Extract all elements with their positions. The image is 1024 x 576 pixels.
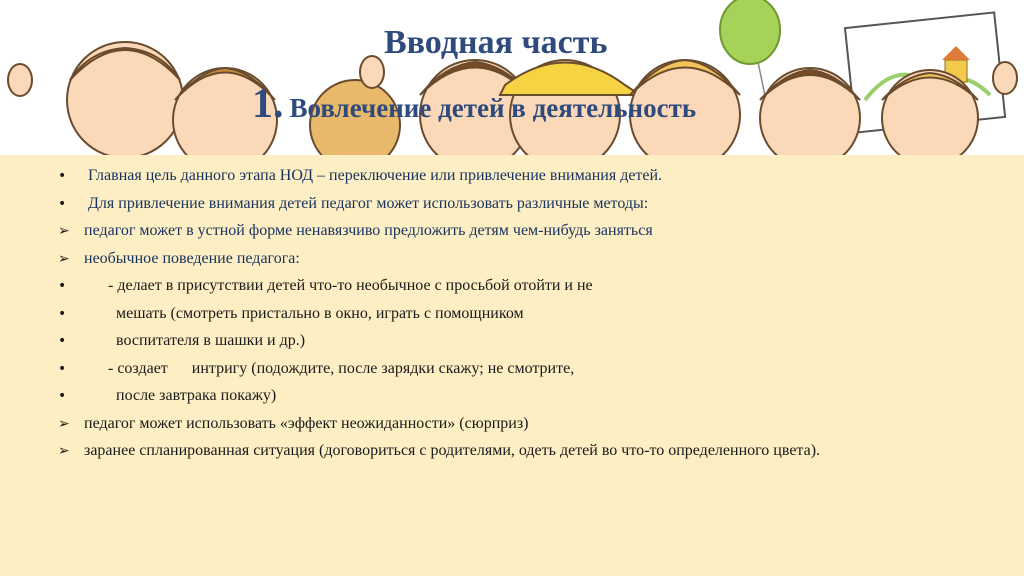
list-item-text: Для привлечение внимания детей педагог может использовать различные методы:: [84, 194, 649, 212]
list-item: [58, 359, 858, 379]
list-item: [58, 194, 858, 214]
list-item-text: - делает в присутствии детей что-то необычное с просьбой отойти и не: [84, 277, 593, 294]
list-item-text: педагог может использовать «эффект неожиданности» (сюрприз): [84, 414, 529, 432]
list-item: [58, 414, 858, 434]
arrow-bullet-icon: ➢: [58, 443, 70, 459]
list-item: [58, 386, 858, 406]
bullet-icon: •: [58, 168, 67, 184]
arrow-bullet-icon: ➢: [58, 250, 70, 267]
list-item: [58, 304, 858, 324]
list-item-text: - создает интригу (подождите, после зарядки скажу; не смотрите,: [84, 359, 575, 377]
subtitle-text: Вовлечение детей в деятельность: [289, 93, 697, 123]
slide-title: Вводная часть: [384, 24, 608, 61]
subtitle-number: 1.: [252, 81, 284, 127]
bullet-icon: •: [58, 305, 67, 322]
bullet-icon: •: [58, 388, 67, 404]
list-item-text: необычное поведение педагога:: [84, 249, 300, 267]
list-item-text: заранее спланированная ситуация (договориться с родителями, одеть детей во что-то определенного цвета).: [84, 442, 821, 459]
arrow-bullet-icon: ➢: [58, 223, 70, 239]
arrow-bullet-icon: ➢: [58, 415, 70, 432]
list-item-text: воспитателя в шашки и др.): [84, 332, 306, 349]
list-item: [58, 331, 858, 351]
list-item: [58, 249, 858, 269]
list-item-text: педагог может в устной форме ненавязчиво предложить детям чем-нибудь заняться: [84, 222, 653, 239]
bullet-icon: •: [58, 195, 67, 212]
list-item: [58, 221, 858, 241]
list-item: [58, 441, 858, 461]
list-item-text: после завтрака покажу): [84, 387, 277, 404]
bullet-icon: •: [58, 278, 67, 294]
list-item-text: мешать (смотреть пристально в окно, играть с помощником: [84, 304, 524, 322]
list-item-text: Главная цель данного этапа НОД – переключение или привлечение внимания детей.: [84, 167, 663, 184]
bullet-icon: •: [58, 360, 67, 377]
bullet-icon: •: [58, 333, 67, 349]
content-list: [58, 166, 858, 469]
slide-subtitle: [252, 80, 696, 128]
list-item: [58, 276, 858, 296]
list-item: [58, 166, 858, 186]
